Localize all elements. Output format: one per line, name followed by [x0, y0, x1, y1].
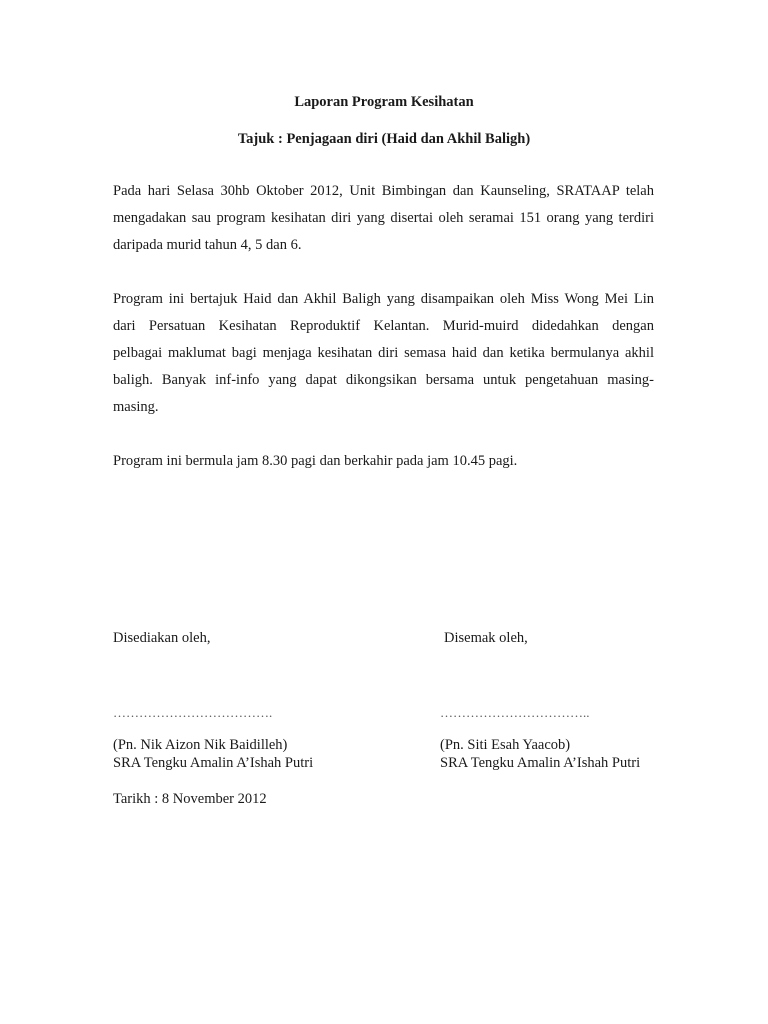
paragraph-2-line-5: masing. — [113, 399, 159, 415]
paragraph-1-line-3: daripada murid tahun 4, 5 dan 6. — [113, 237, 302, 253]
paragraph-2-line-3: pelbagai maklumat bagi menjaga kesihatan diri semasa haid dan ketika bermulanya akhil — [113, 345, 654, 361]
checked-by-name: (Pn. Siti Esah Yaacob) — [440, 737, 571, 753]
checked-by-label: Disemak oleh, — [444, 630, 528, 646]
checked-by-school: SRA Tengku Amalin A’Ishah Putri — [440, 755, 641, 771]
prepared-by-school: SRA Tengku Amalin A’Ishah Putri — [113, 755, 314, 771]
prepared-by-label: Disediakan oleh, — [113, 630, 211, 646]
paragraph-1-line-2: mengadakan sau program kesihatan diri yang disertai oleh seramai 151 orang yang terdiri — [113, 210, 654, 226]
paragraph-1-line-1: Pada hari Selasa 30hb Oktober 2012, Unit Bimbingan dan Kaunseling, SRATAAP telah — [113, 183, 654, 199]
paragraph-2-line-4: baligh. Banyak inf-info yang dapat dikongsikan bersama untuk pengetahuan masing- — [113, 372, 654, 388]
checked-by-signature-line: …………………………….. — [440, 705, 590, 720]
paragraph-3-line-1: Program ini bermula jam 8.30 pagi dan berkahir pada jam 10.45 pagi. — [113, 453, 518, 469]
report-title: Laporan Program Kesihatan — [294, 94, 474, 110]
report-subtitle: Tajuk : Penjagaan diri (Haid dan Akhil Baligh) — [237, 131, 531, 147]
report-date: Tarikh : 8 November 2012 — [113, 791, 267, 807]
prepared-by-name: (Pn. Nik Aizon Nik Baidilleh) — [113, 737, 288, 753]
paragraph-3 — [113, 448, 654, 475]
paragraph-2-line-2: dari Persatuan Kesihatan Reproduktif Kelantan. Murid-muird didedahkan dengan — [113, 318, 654, 334]
paragraph-2-line-1: Program ini bertajuk Haid dan Akhil Baligh yang disampaikan oleh Miss Wong Mei Lin — [113, 291, 654, 307]
paragraph-2 — [113, 286, 654, 421]
prepared-by-signature-line: ………………………………. — [113, 705, 273, 720]
paragraph-1 — [113, 178, 654, 259]
